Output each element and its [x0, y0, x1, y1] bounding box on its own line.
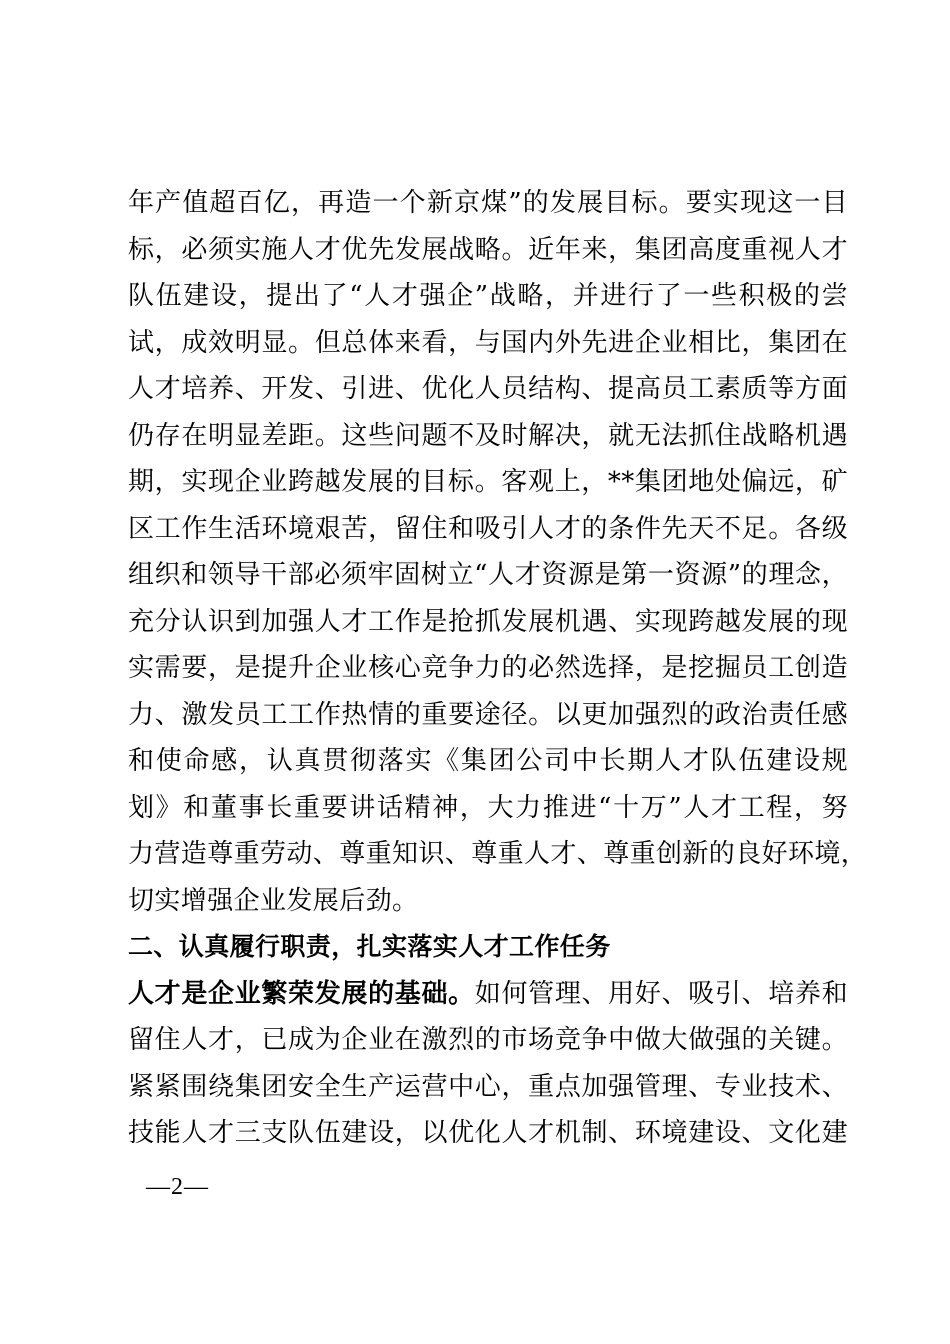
text-line: 紧紧围绕集团安全生产运营中心，重点加强管理、专业技术、 [128, 1071, 848, 1102]
text-line: 和使命感，认真贯彻落实《集团公司中长期人才队伍建设规 [128, 746, 848, 776]
text-line: 人才培养、开发、引进、优化人员结构、提高员工素质等方面 [128, 374, 848, 404]
paragraph-text: 如何管理、用好、吸引、培养和 [474, 978, 848, 1009]
section-heading: 二、认真履行职责，扎实落实人才工作任务 [128, 932, 611, 961]
text-line [128, 971, 848, 1018]
text-line: 组织和领导干部必须牢固树立“人才资源是第一资源”的理念， [128, 560, 848, 590]
text-line: 实需要，是提升企业核心竞争力的必然选择，是挖掘员工创造 [128, 653, 848, 683]
text-line: 年产值超百亿，再造一个新京煤”的发展目标。要实现这一目 [128, 188, 848, 218]
text-line: 切实增强企业发展后劲。 [128, 885, 419, 916]
text-line: 仍存在明显差距。这些问题不及时解决，就无法抓住战略机遇 [128, 420, 848, 451]
text-line: 队伍建设，提出了“人才强企”战略，并进行了一些积极的尝 [128, 281, 848, 311]
text-line: 期，实现企业跨越发展的目标。客观上，**集团地处偏远，矿 [128, 467, 848, 497]
text-line: 力营造尊重劳动、尊重知识、尊重人才、尊重创新的良好环境， [128, 839, 868, 869]
text-line: 标，必须实施人才优先发展战略。近年来，集团高度重视人才 [128, 234, 848, 265]
text-line: 试，成效明显。但总体来看，与国内外先进企业相比，集团在 [128, 327, 848, 358]
text-line: 充分认识到加强人才工作是抢抓发展机遇、实现跨越发展的现 [128, 606, 848, 637]
text-line: 划》和董事长重要讲话精神，大力推进“十万”人才工程，努 [128, 792, 848, 823]
text-line: 区工作生活环境艰苦，留住和吸引人才的条件先天不足。各级 [128, 513, 848, 544]
text-line: 技能人才三支队伍建设，以优化人才机制、环境建设、文化建 [128, 1118, 848, 1148]
document-body [128, 180, 868, 1157]
text-line: 力、激发员工工作热情的重要途径。以更加强烈的政治责任感 [128, 699, 848, 730]
text-line: 留住人才，已成为企业在激烈的市场竞争中做大做强的关键。 [128, 1025, 848, 1055]
page-number: —2— [146, 1174, 209, 1200]
paragraph-lead: 人才是企业繁荣发展的基础。 [128, 978, 475, 1009]
